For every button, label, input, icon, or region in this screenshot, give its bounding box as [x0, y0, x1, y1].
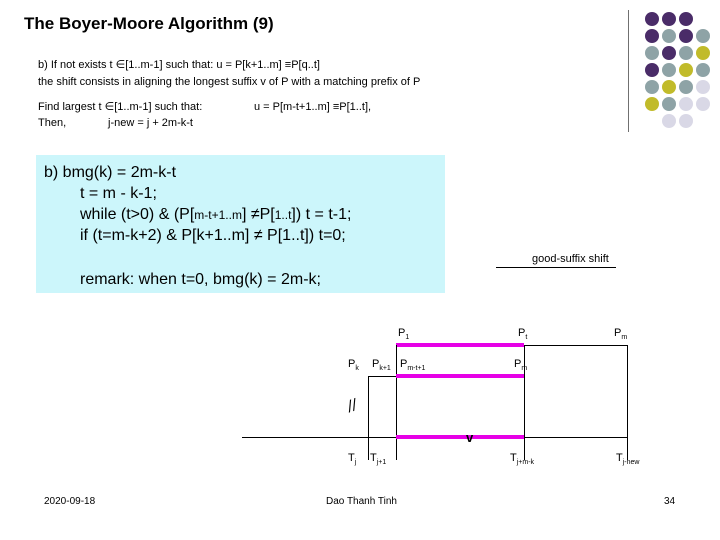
label-pt: $P_t$: [518, 327, 528, 341]
decor-dot: [679, 63, 693, 77]
footer-date: 2020-09-18: [44, 496, 96, 507]
label-p1: $P_1$: [398, 327, 410, 341]
decor-dot: [679, 29, 693, 43]
page-title: The Boyer-Moore Algorithm (9): [24, 14, 274, 33]
label-tj1: $T_{j+1}$: [370, 452, 387, 466]
code-line-1: b) bmg(k) = 2m-k-t: [44, 164, 177, 181]
remark-text: remark: when t=0, bmg(k) = 2m-k;: [80, 271, 321, 288]
decor-dot: [645, 46, 659, 60]
find-condition-left: Find largest t ∈[1..m-1] such that:: [38, 101, 203, 113]
label-tjmk: $T_{j+m-k}$: [510, 452, 535, 466]
decor-dot: [645, 80, 659, 94]
decor-dot: [679, 12, 693, 26]
good-suffix-label: good-suffix shift: [532, 253, 609, 265]
code-line-3-part: 1..t: [274, 208, 292, 222]
decor-dot: [696, 29, 710, 43]
code-line-4: if (t=m-k+2) & P[k+1..m] ≠ P[1..t]) t=0;: [80, 227, 346, 244]
then-formula: j-new = j + 2m-k-t: [108, 117, 193, 129]
code-line-3-part: while (t>0) & (P[: [80, 206, 195, 223]
find-condition-right: u = P[m-t+1..m] ≡P[1..t],: [254, 101, 372, 113]
decor-dot: [696, 46, 710, 60]
code-line-3: [80, 205, 351, 225]
decor-dot: [662, 29, 676, 43]
decorative-divider: [628, 10, 629, 132]
label-pk1: $P_{k+1}$: [372, 358, 391, 372]
intro-line-2: the shift consists in aligning the longest suffix v of P with a matching prefix of P: [38, 76, 421, 88]
prefix-highlight: [396, 343, 524, 347]
decor-dot: [662, 114, 676, 128]
suffix-highlight: [396, 374, 524, 378]
label-pmt1: $P_{m-t+1}$: [400, 358, 426, 372]
text-match-highlight: [396, 435, 524, 439]
decor-dot: [696, 80, 710, 94]
then-label: Then,: [38, 117, 67, 129]
footer-page-number: 34: [664, 496, 676, 507]
code-line-3-part: ]) t = t-1;: [291, 206, 352, 223]
decor-dot: [662, 12, 676, 26]
label-pm-mid: $P_m$: [514, 358, 528, 372]
pk-marker: [368, 376, 369, 460]
code-line-2: t = m - k-1;: [80, 185, 157, 202]
decor-dot: [679, 46, 693, 60]
label-pm-top: $P_m$: [614, 327, 628, 341]
decor-dot: [662, 80, 676, 94]
decor-dot: [645, 97, 659, 111]
v-label: v: [466, 430, 474, 445]
good-suffix-underline: [496, 267, 616, 268]
decor-dot: [645, 63, 659, 77]
code-line-3-part: ] ≠P[: [241, 206, 275, 223]
code-line-3-part: m-t+1..m: [194, 208, 242, 222]
decor-dot: [679, 80, 693, 94]
intro-line-1: b) If not exists t ∈[1..m-1] such that: u = P[k+1..m] ≡P[q..t]: [38, 59, 320, 71]
label-pk: $P_k$: [348, 358, 359, 372]
label-tjnew: $T_{j-new}$: [616, 452, 640, 466]
decor-dot: [662, 63, 676, 77]
code-box: [36, 155, 609, 293]
footer-author: Dao Thanh Tinh: [326, 496, 397, 507]
decor-dot: [679, 97, 693, 111]
label-tj: $T_j$: [348, 452, 357, 466]
decor-dot: [679, 114, 693, 128]
mismatch-mark: //: [345, 397, 360, 417]
decor-dot: [662, 46, 676, 60]
decor-dot: [662, 97, 676, 111]
decor-dot: [645, 12, 659, 26]
decor-dot: [696, 97, 710, 111]
decor-dot: [696, 63, 710, 77]
decor-dot: [645, 29, 659, 43]
pm-marker: [627, 345, 628, 460]
p1-marker: [396, 345, 397, 460]
